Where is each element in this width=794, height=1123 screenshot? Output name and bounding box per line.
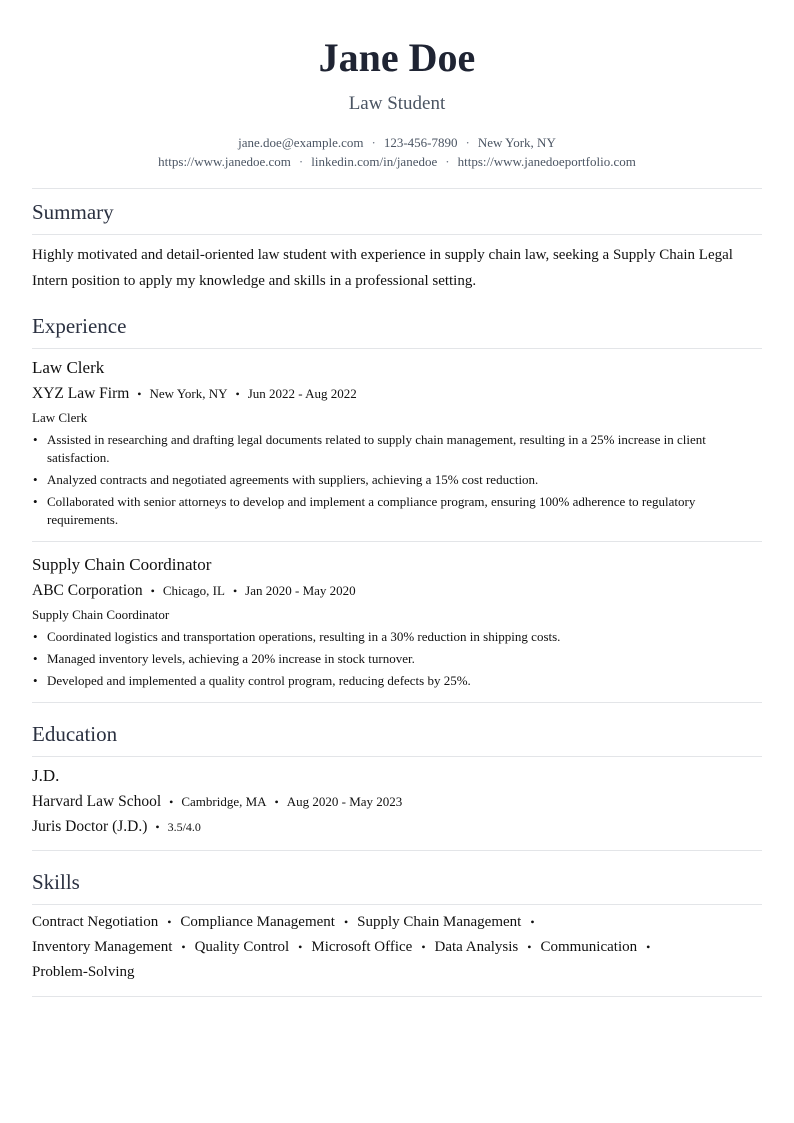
company-name: ABC Corporation	[32, 582, 143, 599]
bullet-separator: •	[232, 584, 238, 598]
job-role: Law Clerk	[32, 410, 88, 425]
company-name: XYZ Law Firm	[32, 385, 130, 402]
bullet-separator: •	[530, 915, 535, 929]
divider	[32, 756, 762, 757]
skill-item: Compliance Management	[180, 914, 335, 930]
job-title: Supply Chain Coordinator	[32, 555, 212, 574]
bullet-separator: •	[343, 915, 349, 929]
candidate-name: Jane Doe	[318, 35, 476, 80]
divider	[32, 850, 762, 851]
degree: J.D.	[32, 766, 60, 785]
job-dates: Jun 2022 - Aug 2022	[247, 386, 357, 401]
divider	[32, 904, 762, 905]
bullet-separator: •	[421, 940, 426, 954]
list-item: • Managed inventory levels, achieving a 20% increase in stock turnover.	[32, 650, 762, 668]
summary-heading: Summary	[32, 200, 114, 224]
divider	[32, 348, 762, 349]
bullet-separator: •	[155, 820, 160, 834]
bullet-separator: •	[167, 915, 172, 929]
portfolio-link[interactable]: https://www.janedoeportfolio.com	[457, 154, 636, 169]
education-dates: Aug 2020 - May 2023	[286, 794, 403, 809]
skills-heading: Skills	[32, 870, 80, 894]
divider	[32, 996, 762, 997]
list-item: • Assisted in researching and drafting legal documents related to supply chain management, resulting in a 25% increase in client satisfaction.	[32, 431, 762, 467]
separator: ·	[465, 135, 470, 150]
education-meta	[32, 792, 402, 812]
bullet-separator: •	[169, 795, 174, 809]
divider	[32, 234, 762, 235]
bullet-separator: •	[181, 940, 186, 954]
divider	[32, 541, 762, 542]
education-heading: Education	[32, 722, 118, 746]
job-location: Chicago, IL	[162, 583, 225, 598]
contact-line-2	[32, 153, 762, 171]
job-dates: Jan 2020 - May 2020	[245, 583, 356, 598]
separator: ·	[298, 154, 304, 169]
separator: ·	[445, 154, 450, 169]
skill-item: Quality Control	[194, 939, 290, 955]
summary-text: Highly motivated and detail-oriented law student with experience in supply chain law, seeking a Supply Chain Legal Intern position to apply my knowledge and skills in a professional setting.	[32, 247, 733, 289]
candidate-title: Law Student	[348, 93, 446, 114]
bullet-separator: •	[137, 387, 142, 401]
skill-item: Supply Chain Management	[357, 914, 522, 930]
list-item: • Developed and implemented a quality control program, reducing defects by 25%.	[32, 672, 762, 690]
phone-text: 123-456-7890	[383, 135, 458, 150]
bullet-separator: •	[235, 387, 240, 401]
job-bullets	[32, 628, 762, 694]
bullet-separator: •	[274, 795, 279, 809]
list-item: • Coordinated logistics and transportation operations, resulting in a 30% reduction in shipping costs.	[32, 628, 762, 646]
experience-heading: Experience	[32, 314, 127, 338]
school-location: Cambridge, MA	[181, 794, 267, 809]
bullet-separator: •	[150, 584, 155, 598]
job-location: New York, NY	[149, 386, 228, 401]
skill-item: Communication	[540, 939, 638, 955]
school-name: Harvard Law School	[32, 793, 162, 810]
bullet-separator: •	[298, 940, 303, 954]
job-role: Supply Chain Coordinator	[32, 607, 170, 622]
contact-line-1	[32, 134, 762, 152]
education-field-line	[32, 817, 201, 837]
skills-list	[32, 910, 762, 985]
skill-item: Problem-Solving	[32, 964, 135, 980]
bullet-separator: •	[527, 940, 532, 954]
separator: ·	[371, 135, 376, 150]
website-link[interactable]: https://www.janedoe.com	[158, 154, 291, 169]
gpa: 3.5/4.0	[167, 820, 201, 834]
skill-item: Inventory Management	[32, 939, 173, 955]
skill-item: Contract Negotiation	[32, 914, 159, 930]
divider	[32, 188, 762, 189]
location-text: New York, NY	[477, 135, 556, 150]
list-item: • Collaborated with senior attorneys to develop and implement a compliance program, ensuring 100% adherence to regulatory requirements.	[32, 493, 762, 529]
job-bullets	[32, 431, 762, 533]
degree-field: Juris Doctor (J.D.)	[32, 818, 148, 835]
email-link[interactable]: jane.doe@example.com	[238, 135, 364, 150]
skill-item: Data Analysis	[434, 939, 519, 955]
linkedin-link[interactable]: linkedin.com/in/janedoe	[311, 154, 438, 169]
list-item: • Analyzed contracts and negotiated agreements with suppliers, achieving a 15% cost reduction.	[32, 471, 762, 489]
skill-item: Microsoft Office	[311, 939, 413, 955]
divider	[32, 702, 762, 703]
job-meta	[32, 581, 356, 601]
bullet-separator: •	[646, 940, 651, 954]
job-meta	[32, 384, 357, 404]
job-title: Law Clerk	[32, 358, 105, 377]
